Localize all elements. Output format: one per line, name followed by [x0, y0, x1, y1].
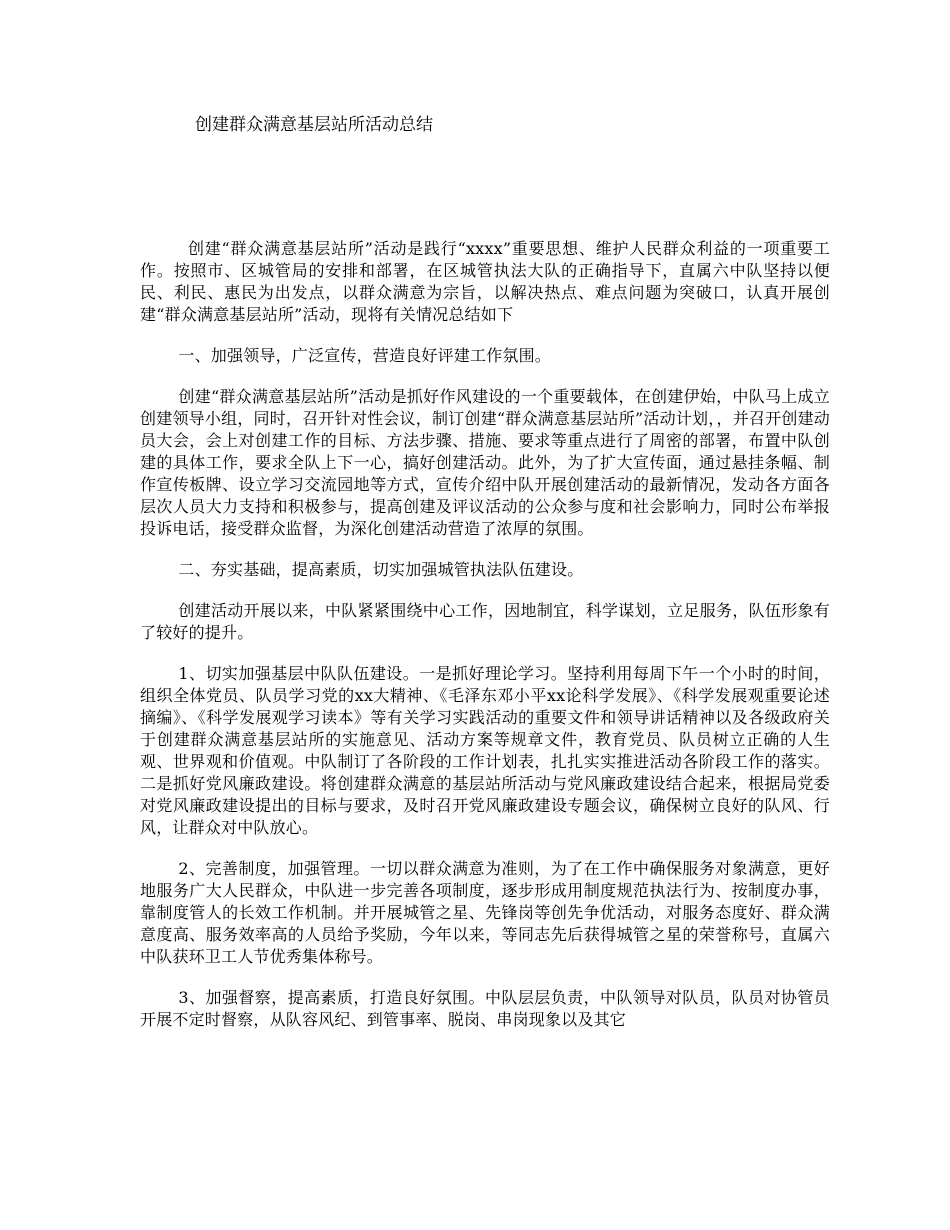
section-heading-2: 二、夯实基础，提高素质，切实加强城管执法队伍建设。 — [178, 560, 584, 579]
document-body — [140, 238, 830, 1050]
section-2-item-1-paragraph: 1、切实加强基层中队队伍建设。一是抓好理论学习。坚持利用每周下午一个小时的时间，组织全体党员、队员学习党的xx大精神、《毛泽东邓小平xx论科学发展》、《科学发展观重要论述摘编》、《科学发展观学习读本》等有关学习实践活动的重要文件和领导讲话精神以及各级政府关于创建群众满意基层站所的实施意见、活动方案等规章文件，教育党员、队员树立正确的人生观、世界观和价值观。中队制订了各阶段的工作计划表，扎扎实实推进活动各阶段工作的落实。二是抓好党风廉政建设。将创建群众满意的基层站所活动与党风廉政建设结合起来，根据局党委对党风廉政建设提出的目标与要求，及时召开党风廉政建设专题会议，确保树立良好的队风、行风，让群众对中队放心。 — [140, 664, 830, 837]
section-2-item-3-paragraph: 3、加强督察，提高素质，打造良好氛围。中队层层负责，中队领导对队员，队员对协管员开展不定时督察，从队容风纪、到管事率、脱岗、串岗现象以及其它 — [140, 988, 830, 1029]
document-title: 创建群众满意基层站所活动总结 — [195, 115, 433, 135]
section-2-item-2-paragraph: 2、完善制度，加强管理。一切以群众满意为准则，为了在工作中确保服务对象满意，更好地服务广大人民群众，中队进一步完善各项制度，逐步形成用制度规范执法行为、按制度办事，靠制度管人的长效工作机制。并开展城管之星、先锋岗等创先争优活动，对服务态度好、群众满意度高、服务效率高的人员给予奖励，今年以来，等同志先后获得城管之星的荣誉称号，直属六中队获环卫工人节优秀集体称号。 — [140, 859, 830, 966]
intro-paragraph: 创建“群众满意基层站所”活动是践行“xxxx”重要思想、维护人民群众利益的一项重要工作。按照市、区城管局的安排和部署，在区城管执法大队的正确指导下，直属六中队坚持以便民、利民、惠民为出发点，以群众满意为宗旨，以解决热点、难点问题为突破口，认真开展创建“群众满意基层站所”活动，现将有关情况总结如下 — [140, 239, 830, 324]
section-heading-1: 一、加强领导，广泛宣传，营造良好评建工作氛围。 — [178, 346, 551, 365]
section-1-paragraph: 创建“群众满意基层站所”活动是抓好作风建设的一个重要载体，在创建伊始，中队马上成立创建领导小组，同时，召开针对性会议，制订创建“群众满意基层站所”活动计划，，并召开创建动员大会，会上对创建工作的目标、方法步骤、措施、要求等重点进行了周密的部署，布置中队创建的具体工作，要求全队上下一心，搞好创建活动。此外，为了扩大宣传面，通过悬挂条幅、制作宣传板牌、设立学习交流园地等方式，宣传介绍中队开展创建活动的最新情况，发动各方面各层次人员大力支持和积极参与，提高创建及评议活动的公众参与度和社会影响力，同时公布举报投诉电话，接受群众监督，为深化创建活动营造了浓厚的氛围。 — [140, 387, 830, 538]
section-2-intro-paragraph: 创建活动开展以来，中队紧紧围绕中心工作，因地制宜，科学谋划，立足服务，队伍形象有了较好的提升。 — [140, 601, 830, 642]
